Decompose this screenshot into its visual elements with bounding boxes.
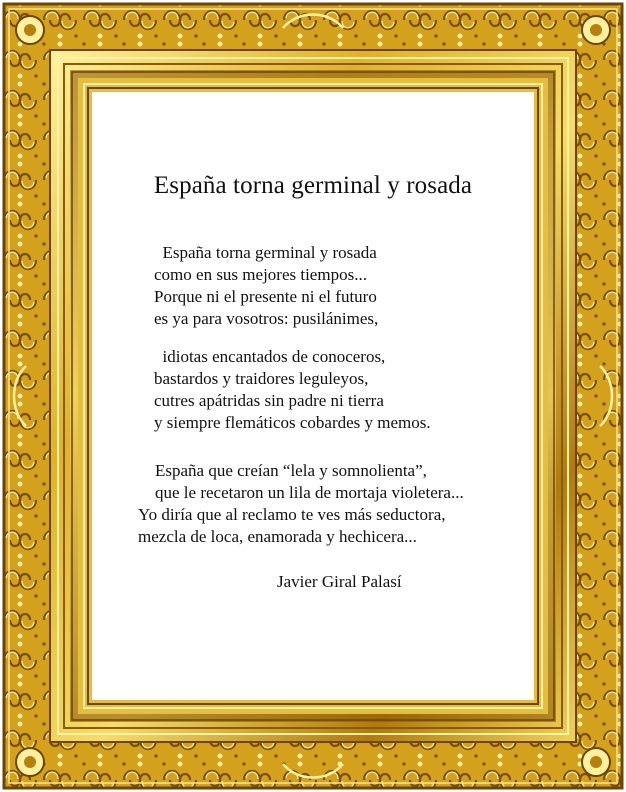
poem-line: idiotas encantados de conoceros,	[154, 347, 386, 366]
stanza-3	[138, 460, 464, 548]
poem-line: Porque ni el presente ni el futuro	[154, 287, 377, 306]
stanza-1	[154, 242, 378, 330]
stanza-2	[154, 346, 431, 434]
poem-line: cutres apátridas sin padre ni tierra	[154, 391, 384, 410]
poem-line: es ya para vosotros: pusilánimes,	[154, 309, 379, 328]
poem-title: España torna germinal y rosada	[153, 172, 473, 199]
poem-line: España que creían “lela y somnolienta”,	[138, 461, 427, 480]
poem-page	[92, 92, 534, 700]
poem-line: España torna germinal y rosada	[154, 243, 377, 262]
poem-line: y siempre flemáticos cobardes y memos.	[154, 413, 431, 432]
poem-line: Yo diría que al reclamo te ves más seductora,	[138, 505, 446, 524]
poem-line: como en sus mejores tiempos...	[154, 265, 367, 284]
poem-line: mezcla de loca, enamorada y hechicera...	[138, 527, 417, 546]
poem-line: bastardos y traidores leguleyos,	[154, 369, 369, 388]
poem-author: Javier Giral Palasí	[277, 572, 402, 591]
poem-line: que le recetaron un lila de mortaja violetera...	[138, 483, 464, 502]
